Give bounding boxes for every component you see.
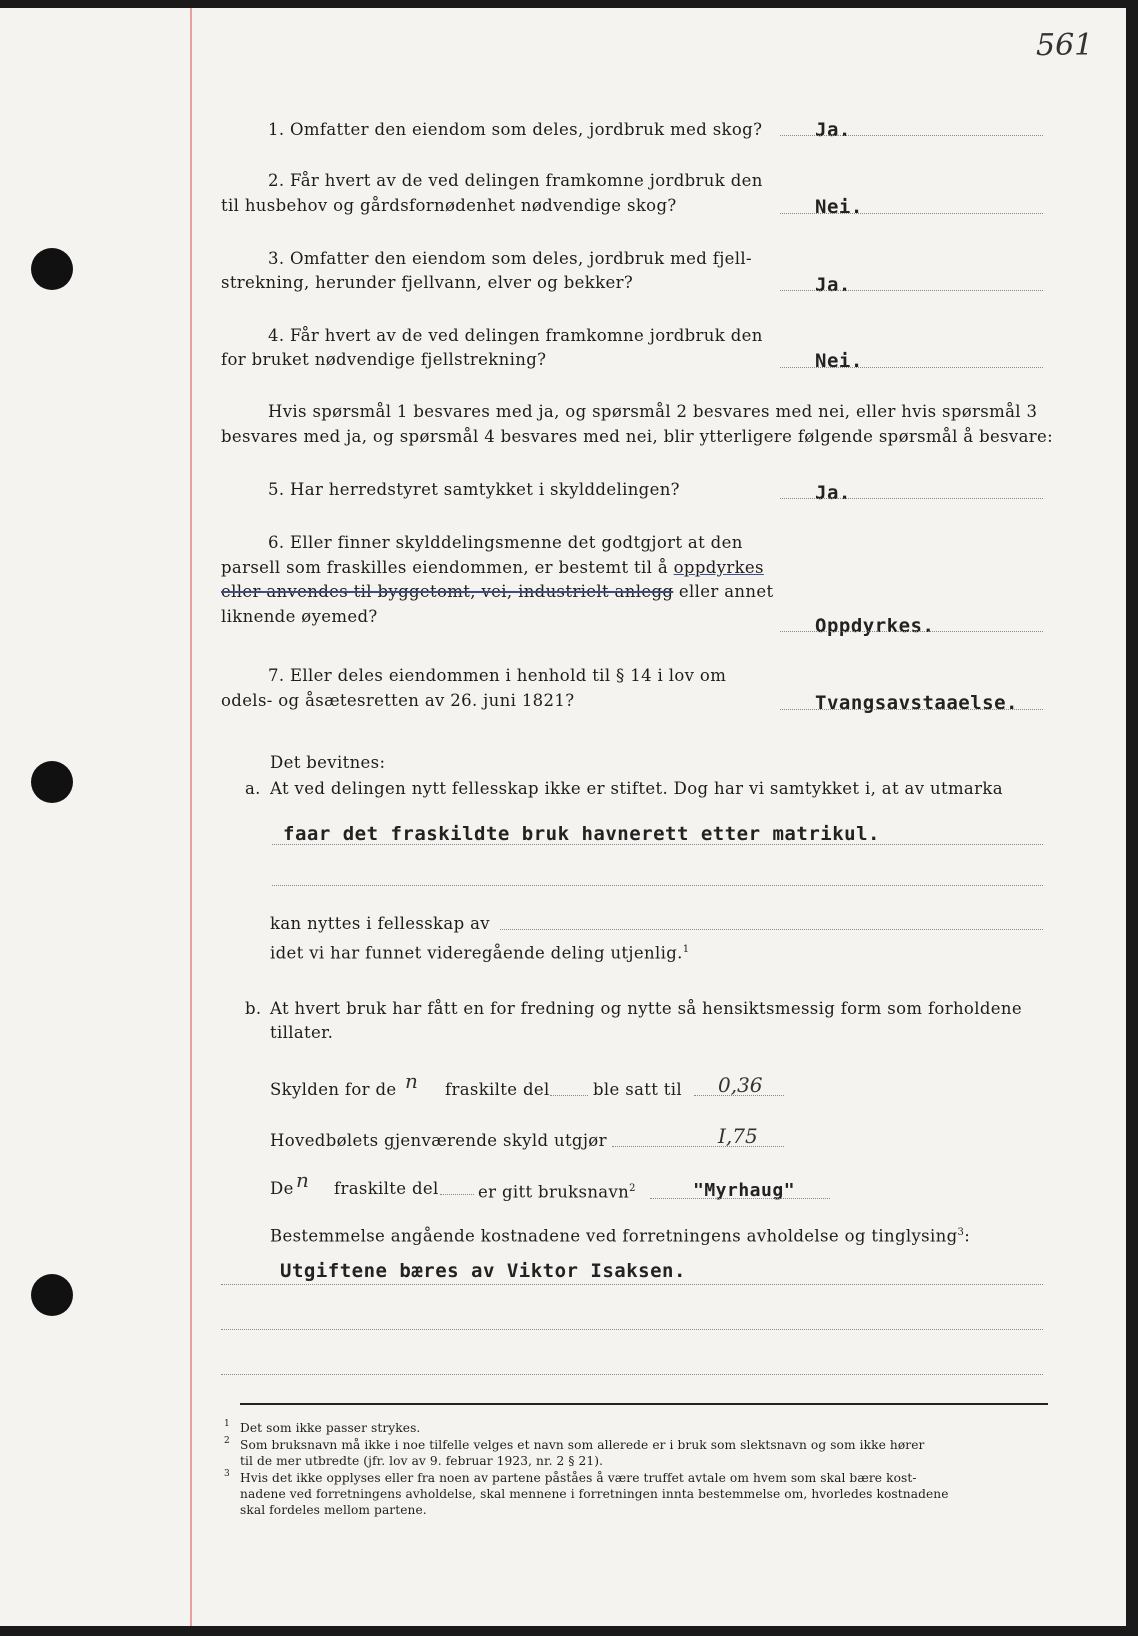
answer-line (780, 709, 1043, 710)
handwritten-suffix: n (296, 1168, 309, 1192)
question-3-line1: 3. Omfatter den eiendom som deles, jordbruk med fjell- (268, 249, 752, 268)
fill-line (650, 1198, 830, 1199)
answer-6: Oppdyrkes. (815, 615, 935, 637)
item-a-text: At ved delingen nytt fellesskap ikke er stiftet. Dog har vi samtykket i, at av utmarka (270, 779, 1003, 798)
document-page (0, 8, 1126, 1626)
question-1: 1. Omfatter den eiendom som deles, jordbruk med skog? (268, 120, 763, 139)
hoved-label: Hovedbølets gjenværende skyld utgjør (270, 1131, 607, 1150)
question-6-line3-text: eller annet (673, 582, 774, 601)
fill-line (221, 1374, 1043, 1375)
question-6-line1: 6. Eller finner skylddelingsmenne det godtgjort at den (268, 533, 743, 552)
footnote-3-line2: nadene ved forretningens avholdelse, skal mennene i forretningen innta bestemmelse om, hvorledes kostnadene (240, 1487, 949, 1501)
footnote-2-line2: til de mer utbredte (jfr. lov av 9. februar 1923, nr. 2 § 21). (240, 1454, 604, 1468)
question-4-line2: for bruket nødvendige fjellstrekning? (221, 350, 547, 369)
bruksnavn-value: "Myrhaug" (693, 1180, 796, 1201)
question-2-line1: 2. Får hvert av de ved delingen framkomne jordbruk den (268, 171, 763, 190)
page-number: 561 (1036, 28, 1094, 63)
shared-use-label: kan nyttes i fellesskap av (270, 914, 490, 933)
name-mid: fraskilte del (334, 1179, 439, 1198)
fill-line (550, 1095, 588, 1096)
cost-label-text: Bestemmelse angående kostnadene ved forretningens avholdelse og tinglysing (270, 1226, 958, 1246)
fill-line (221, 1329, 1043, 1330)
answer-line (780, 367, 1043, 368)
footnote-3-num: 3 (224, 1469, 230, 1479)
reason-line: idet vi har funnet videregående deling utjenlig. (270, 943, 683, 963)
name-prefix: De (270, 1179, 294, 1198)
fill-line (500, 929, 1043, 930)
item-b-line1: At hvert bruk har fått en for fredning og nytte så hensiktsmessig form som forholdene (270, 999, 1022, 1018)
footnote-ref: 1 (682, 944, 690, 955)
hoved-value: I,75 (718, 1124, 758, 1148)
footnote-1-num: 1 (224, 1419, 230, 1429)
instruction-line2: besvares med ja, og spørsmål 4 besvares med nei, blir ytterligere følgende spørsmål å besvare: (221, 427, 1054, 446)
question-6-line2 (221, 557, 764, 579)
colon: : (964, 1226, 971, 1246)
answer-line (780, 290, 1043, 291)
question-6-line4: liknende øyemed? (221, 607, 378, 626)
footnote-divider (240, 1403, 1048, 1405)
answer-line (780, 498, 1043, 499)
cost-value: Utgiftene bæres av Viktor Isaksen. (280, 1260, 686, 1282)
answer-3: Ja. (815, 274, 851, 296)
question-2-line2: til husbehov og gårdsfornødenhet nødvendige skog? (221, 196, 677, 215)
footnote-ref: 2 (629, 1183, 636, 1194)
footnote-2-line1: Som bruksnavn må ikke i noe tilfelle velges et navn som allerede er i bruk som slektsnavn og som ikke hører (240, 1438, 925, 1452)
question-7-line2: odels- og åsætesretten av 26. juni 1821? (221, 691, 575, 710)
name-end (478, 1178, 636, 1204)
fill-line (272, 885, 1043, 886)
item-a-typed: faar det fraskildte bruk havnerett etter matrikul. (283, 823, 880, 845)
answer-2: Nei. (815, 196, 863, 218)
question-3-line2: strekning, herunder fjellvann, elver og bekker? (221, 273, 634, 292)
question-6-line3 (221, 581, 773, 603)
cost-label (270, 1222, 970, 1248)
footnote-2-num: 2 (224, 1436, 230, 1446)
underlined-word: oppdyrkes (673, 558, 764, 577)
reason-text (270, 939, 689, 965)
question-6-line2-text: parsell som fraskilles eiendommen, er bestemt til å (221, 558, 674, 577)
fill-line (440, 1194, 474, 1195)
footnote-3-line3: skal fordeles mellom partene. (240, 1503, 427, 1517)
name-end-text: er gitt bruksnavn (478, 1182, 630, 1202)
skyld-prefix: Skylden for de (270, 1080, 397, 1099)
instruction-line1: Hvis spørsmål 1 besvares med ja, og spørsmål 2 besvares med nei, eller hvis spørsmål 3 (268, 402, 1038, 421)
punch-hole (31, 761, 73, 803)
fill-line (694, 1095, 784, 1096)
footnote-3-line1: Hvis det ikke opplyses eller fra noen av partene påståes å være truffet avtale om hvem som skal bære kost- (240, 1471, 917, 1485)
declaration-intro: Det bevitnes: (270, 753, 386, 772)
handwritten-suffix: n (405, 1069, 418, 1093)
fill-line (612, 1146, 784, 1147)
margin-line (190, 8, 192, 1626)
question-4-line1: 4. Får hvert av de ved delingen framkomne jordbruk den (268, 326, 763, 345)
item-b-label: b. (245, 999, 262, 1018)
skyld-mid: fraskilte del (445, 1080, 550, 1099)
question-7-line1: 7. Eller deles eiendommen i henhold til § 14 i lov om (268, 666, 727, 685)
answer-4: Nei. (815, 350, 863, 372)
fill-line (272, 844, 1043, 845)
skyld-value: 0,36 (718, 1073, 763, 1097)
answer-line (780, 135, 1043, 136)
fill-line (221, 1284, 1043, 1285)
skyld-end: ble satt til (593, 1080, 683, 1099)
footnote-ref: 3 (957, 1227, 965, 1238)
punch-hole (31, 1274, 73, 1316)
punch-hole (31, 248, 73, 290)
answer-1: Ja. (815, 119, 851, 141)
answer-line (780, 213, 1043, 214)
answer-7: Tvangsavstaaelse. (815, 692, 1018, 714)
struck-text: eller anvendes til byggetomt, vei, industrielt anlegg (221, 582, 674, 601)
item-a-label: a. (245, 779, 261, 798)
footnote-1: Det som ikke passer strykes. (240, 1421, 421, 1435)
answer-5: Ja. (815, 482, 851, 504)
answer-line (780, 631, 1043, 632)
item-b-line2: tillater. (270, 1023, 334, 1042)
question-5: 5. Har herredstyret samtykket i skylddelingen? (268, 480, 680, 499)
